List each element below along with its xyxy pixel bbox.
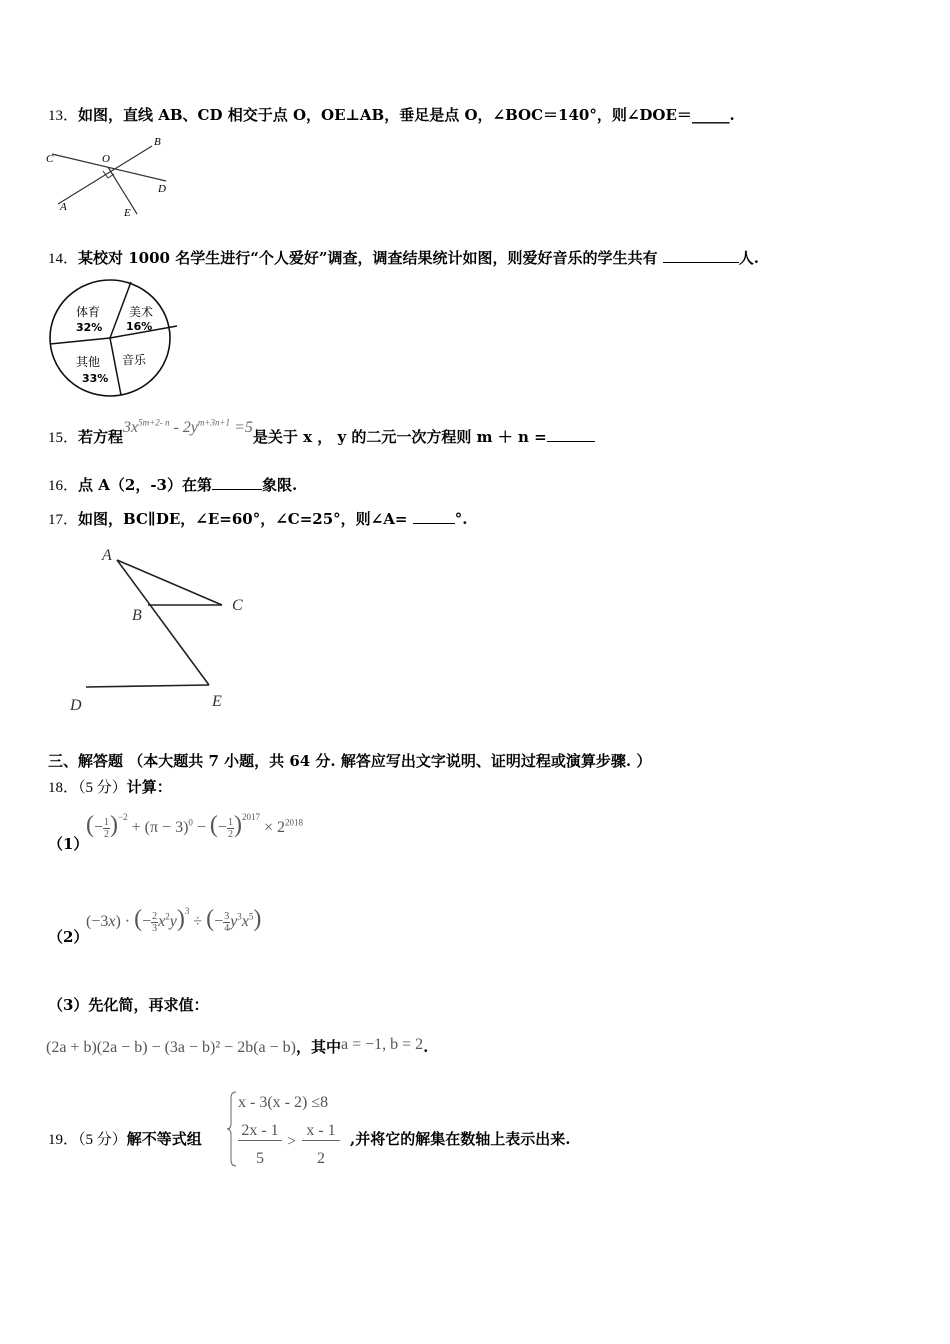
question-text-post: 象限. (261, 476, 298, 494)
label-C: C (232, 597, 243, 614)
q18-part3-condition: a = −1, b = 2 (340, 1036, 424, 1053)
pie-pct-sport: 32% (76, 321, 103, 334)
figure-q14-pie-chart (46, 278, 180, 402)
question-number: 17． (48, 512, 79, 528)
question-points: （5 分） (78, 780, 127, 796)
fraction2-denominator: 2 (317, 1150, 325, 1167)
fraction2-numerator: x - 1 (302, 1122, 340, 1141)
question-16 (48, 474, 297, 495)
fraction1-denominator: 5 (256, 1150, 264, 1167)
question-18 (48, 776, 172, 797)
pie-pct-art: 16% (126, 320, 153, 333)
question-14 (48, 247, 759, 268)
question-text: 点 A（2，-3）在第 (78, 476, 212, 494)
q18-part2-expression: (−3x) · (− $\frac{2}{3}$ $x^2y)^3$ ÷ (− $\frac{3}{4}$ $y^3x^5$) (86, 905, 262, 934)
label-E: E (212, 693, 222, 710)
label-B: B (132, 607, 142, 624)
answer-blank[interactable]: _____ (691, 106, 730, 124)
label-E: E (124, 207, 131, 219)
question-text: 若方程 (78, 428, 124, 446)
eq-term-b: - 2y (169, 419, 198, 436)
question-19-post: ,并将它的解集在数轴上表示出来. (350, 1130, 571, 1148)
question-text: 某校对 1000 名学生进行“个人爱好”调查，调查结果统计如图，则爱好音乐的学生共有 (78, 249, 658, 267)
label-C: C (46, 153, 54, 165)
q18-part3-end: . (423, 1038, 429, 1056)
q18-part3-mid: ，其中 (295, 1038, 341, 1056)
q18-part3-label: （3）先化简，再求值： (48, 996, 209, 1014)
pie-label-art: 美术 (129, 305, 154, 319)
inequality-1: x - 3(x - 2) ≤8 (238, 1094, 329, 1111)
q18-part2-label: （2） (48, 928, 89, 946)
label-B: B (154, 136, 161, 148)
question-17 (48, 508, 467, 529)
pie-label-other: 其他 (76, 355, 101, 369)
answer-blank[interactable] (547, 427, 595, 442)
question-end: . (729, 106, 735, 124)
eq-rhs: =5 (230, 419, 253, 436)
fraction1-numerator: 2x - 1 (238, 1122, 282, 1141)
q18-part3-line (46, 1036, 428, 1057)
eq-exp-b: m+3n+1 (197, 417, 231, 428)
question-end: 人. (738, 249, 759, 267)
question-text: 如图，直线 AB、CD 相交于点 O，OE⊥AB，垂足是点 O，∠BOC＝140°，则∠DOE＝ (78, 106, 692, 124)
question-number: 13． (48, 108, 79, 124)
greater-than: > (287, 1133, 297, 1150)
q18-part3-expression: (2a + b)(2a − b) − (3a − b)² − 2b(a − b) (46, 1039, 296, 1056)
answer-blank[interactable] (663, 248, 739, 263)
question-number: 15． (48, 430, 79, 446)
question-19 (48, 1128, 202, 1149)
label-D: D (70, 697, 82, 714)
label-D: D (158, 183, 166, 195)
question-text-post: °. (454, 510, 468, 528)
system-brace (226, 1090, 238, 1168)
answer-blank[interactable] (212, 475, 262, 490)
question-number: 14． (48, 251, 79, 267)
question-text: 如图，BC∥DE，∠E=60°，∠C=25°，则∠A= (78, 510, 408, 528)
question-15 (48, 417, 595, 447)
pie-label-music: 音乐 (122, 353, 147, 367)
question-number: 16． (48, 478, 79, 494)
question-13 (48, 104, 735, 125)
question-number: 19． (48, 1132, 79, 1148)
label-A: A (60, 201, 67, 213)
question-text-post: 是关于 x ， y 的二元一次方程则 m ＋ n = (252, 428, 547, 446)
q18-part1-label: （1） (48, 835, 89, 853)
eq-term-a: 3x (123, 419, 139, 436)
section-title: 三、解答题 （本大题共 7 小题，共 64 分. 解答应写出文字说明、证明过程或演算步骤. ） (48, 752, 652, 770)
equation (123, 419, 253, 436)
pie-label-sport: 体育 (76, 305, 101, 319)
label-O: O (102, 153, 110, 165)
question-number: 18． (48, 780, 79, 796)
figure-q13-intersecting-lines (44, 132, 174, 220)
eq-exp-a: 5m+2- n (138, 417, 170, 428)
figure-q17-parallel-lines (62, 542, 262, 722)
label-A: A (102, 547, 112, 564)
answer-blank[interactable] (413, 509, 455, 524)
q18-part1-expression: (− $\frac{1}{2}$ )$^{-2} + (\pi - 3)^0$ − (− $\frac{1}{2}$ )$^{2017} \times 2^{2018}$ (86, 811, 303, 840)
question-points: （5 分） (78, 1132, 127, 1148)
question-text: 解不等式组 (126, 1130, 202, 1148)
pie-pct-other: 33% (82, 372, 109, 385)
question-text: 计算： (126, 778, 172, 796)
